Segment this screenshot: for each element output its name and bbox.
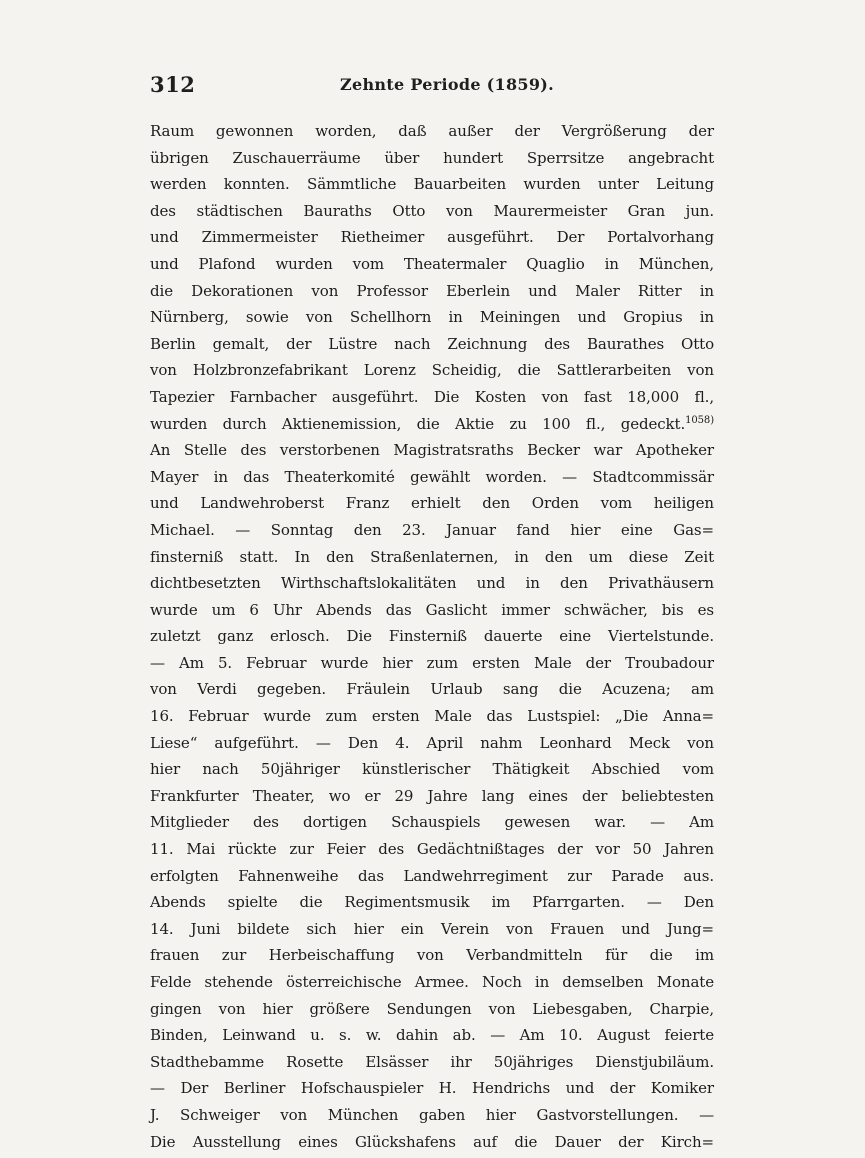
text-line: Liese“ aufgeführt. — Den 4. April nahm Leonhard Meck von xyxy=(150,733,714,752)
text-line: und Landwehroberst Franz erhielt den Orden vom heiligen xyxy=(150,494,714,513)
text-line: Nürnberg, sowie von Schellhorn in Meiningen und Gropius in xyxy=(150,308,714,327)
text-line: des städtischen Bauraths Otto von Maurermeister Gran jun. xyxy=(150,201,714,220)
body-text xyxy=(150,118,714,1155)
text-line: übrigen Zuschauerräume über hundert Sperrsitze angebracht xyxy=(150,148,714,167)
text-line: Felde stehende österreichische Armee. Noch in demselben Monate xyxy=(150,973,714,991)
text-line: — Am 5. Februar wurde hier zum ersten Male der Troubadour xyxy=(150,653,714,672)
text-line: von Holzbronzefabrikant Lorenz Scheidig, die Sattlerarbeiten von xyxy=(150,361,714,380)
text-line: Michael. — Sonntag den 23. Januar fand hier eine Gas= xyxy=(150,520,714,539)
text-line: 11. Mai rückte zur Feier des Gedächtnißtages der vor 50 Jahren xyxy=(150,840,714,859)
text-line: Raum gewonnen worden, daß außer der Vergrößerung der xyxy=(150,122,714,140)
text-line: frauen zur Herbeischaffung von Verbandmitteln für die im xyxy=(150,946,714,965)
text-line: An Stelle des verstorbenen Magistratsraths Becker war Apotheker xyxy=(150,441,714,460)
text-line: J. Schweiger von München gaben hier Gastvorstellungen. — xyxy=(150,1105,714,1124)
text-line: werden konnten. Sämmtliche Bauarbeiten wurden unter Leitung xyxy=(150,175,714,194)
text-line: zuletzt ganz erlosch. Die Finsterniß dauerte eine Viertelstunde. xyxy=(150,627,714,646)
text-line: und Zimmermeister Rietheimer ausgeführt. Der Portalvorhang xyxy=(150,228,714,247)
text-line: und Plafond wurden vom Theatermaler Quaglio in München, xyxy=(150,254,714,273)
line-text: wurden durch Aktienemission, die Aktie zu 100 fl., gedeckt. xyxy=(150,414,686,433)
text-line: die Dekorationen von Professor Eberlein und Maler Ritter in xyxy=(150,281,714,300)
text-line: Mitglieder des dortigen Schauspiels gewesen war. — Am xyxy=(150,813,714,832)
text-line: gingen von hier größere Sendungen von Liebesgaben, Charpie, xyxy=(150,999,714,1018)
page-header xyxy=(150,72,714,102)
text-line: Mayer in das Theaterkomité gewählt worden. — Stadtcommissär xyxy=(150,467,714,486)
text-line: wurde um 6 Uhr Abends das Gaslicht immer schwächer, bis es xyxy=(150,600,714,619)
page-number: 312 xyxy=(150,72,196,97)
text-line: — Der Berliner Hofschauspieler H. Hendrichs und der Komiker xyxy=(150,1079,714,1098)
text-line: finsterniß statt. In den Straßenlaternen, in den um diese Zeit xyxy=(150,547,714,566)
text-line: Abends spielte die Regimentsmusik im Pfarrgarten. — Den xyxy=(150,893,714,912)
text-line: hier nach 50jähriger künstlerischer Thätigkeit Abschied vom xyxy=(150,760,714,779)
text-line: Binden, Leinwand u. s. w. dahin ab. — Am 10. August feierte xyxy=(150,1026,714,1045)
text-line: dichtbesetzten Wirthschaftslokalitäten und in den Privathäusern xyxy=(150,574,714,593)
footnote-marker: 1058) xyxy=(685,414,714,426)
text-line: 14. Juni bildete sich hier ein Verein von Frauen und Jung= xyxy=(150,919,714,938)
text-line: Berlin gemalt, der Lüstre nach Zeichnung des Baurathes Otto xyxy=(150,334,714,353)
text-line-with-footnote xyxy=(150,411,714,438)
text-line: 16. Februar wurde zum ersten Male das Lustspiel: „Die Anna= xyxy=(150,707,714,726)
text-line: Tapezier Farnbacher ausgeführt. Die Kosten von fast 18,000 fl., xyxy=(150,387,714,406)
text-line: Stadthebamme Rosette Elsässer ihr 50jähriges Dienstjubiläum. xyxy=(150,1052,714,1071)
text-line: erfolgten Fahnenweihe das Landwehrregiment zur Parade aus. xyxy=(150,866,714,885)
text-line: Die Ausstellung eines Glückshafens auf die Dauer der Kirch= xyxy=(150,1132,714,1151)
text-line: Frankfurter Theater, wo er 29 Jahre lang eines der beliebtesten xyxy=(150,786,714,805)
running-head: Zehnte Periode (1859). xyxy=(340,75,555,94)
text-line: von Verdi gegeben. Fräulein Urlaub sang die Acuzena; am xyxy=(150,680,714,699)
